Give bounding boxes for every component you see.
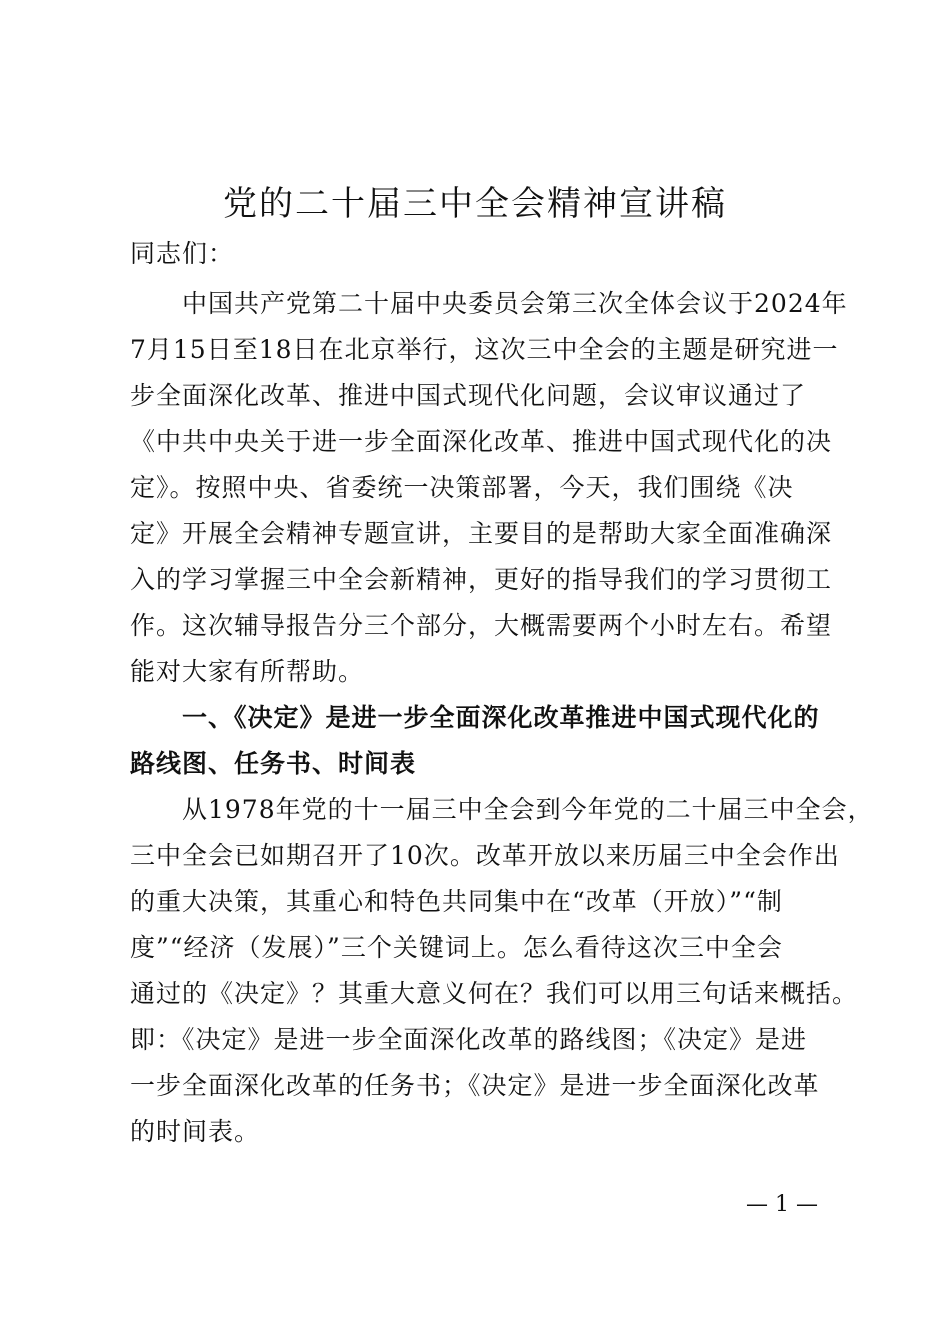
paragraph2-line-3: 的重大决策，其重心和特色共同集中在“改革（开放）”“制 — [130, 887, 783, 916]
paragraph2-line-7: 一步全面深化改革的任务书；《决定》是进一步全面深化改革 — [130, 1071, 820, 1100]
paragraph1-line-7: 入的学习掌握三中全会新精神，更好的指导我们的学习贯彻工 — [130, 565, 833, 594]
paragraph1-line-3: 步全面深化改革、推进中国式现代化问题，会议审议通过了 — [130, 381, 807, 410]
greeting: 同志们： — [130, 239, 235, 268]
paragraph2-line-2: 三中全会已如期召开了10次。改革开放以来历届三中全会作出 — [130, 841, 840, 870]
paragraph1-line-4: 《中共中央关于进一步全面深化改革、推进中国式现代化的决 — [130, 427, 833, 456]
paragraph2-line-1: 从1978年党的十一届三中全会到今年党的二十届三中全会， — [130, 795, 874, 824]
paragraph2-line-5: 通过的《决定》？其重大意义何在？我们可以用三句话来概括。 — [130, 979, 859, 1008]
paragraph1-line-2: 7月15日至18日在北京举行，这次三中全会的主题是研究进一 — [130, 335, 839, 364]
paragraph1-line-8: 作。这次辅导报告分三个部分，大概需要两个小时左右。希望 — [130, 611, 833, 640]
document-title: 党的二十届三中全会精神宣讲稿 — [223, 184, 727, 224]
paragraph2-line-8: 的时间表。 — [130, 1117, 261, 1146]
paragraph1-line-1: 中国共产党第二十届中央委员会第三次全体会议于2024年 — [130, 289, 848, 318]
paragraph1-line-6: 定》开展全会精神专题宣讲，主要目的是帮助大家全面准确深 — [130, 519, 833, 548]
section-heading-line-1: 一、《决定》是进一步全面深化改革推进中国式现代化的 — [130, 703, 820, 732]
page-number: — 1 — — [746, 1192, 818, 1217]
paragraph2-line-4: 度”“经济（发展）”三个关键词上。怎么看待这次三中全会 — [130, 933, 783, 962]
section-heading-line-2: 路线图、任务书、时间表 — [130, 749, 417, 778]
paragraph1-line-9: 能对大家有所帮助。 — [130, 657, 365, 686]
paragraph1-line-5: 定》。按照中央、省委统一决策部署，今天，我们围绕《决 — [130, 473, 794, 502]
paragraph2-line-6: 即：《决定》是进一步全面深化改革的路线图；《决定》是进 — [130, 1025, 808, 1054]
